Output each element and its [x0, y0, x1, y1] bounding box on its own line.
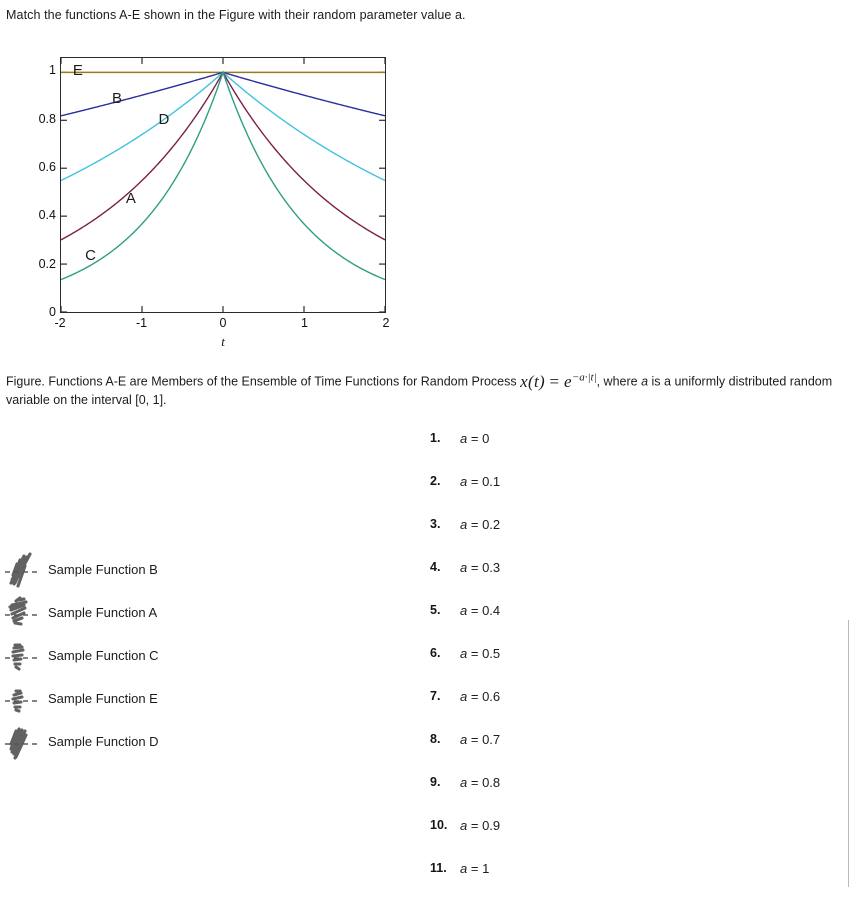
option-equation: = 0.8: [470, 775, 501, 790]
match-row[interactable]: [0, 677, 400, 720]
answer-blank-field[interactable]: [0, 550, 46, 590]
curve-label-a: A: [125, 189, 136, 207]
y-tick-label: 0.2: [38, 256, 56, 271]
match-item-label: Sample Function A: [48, 605, 158, 620]
option-equation: = 0: [470, 431, 490, 446]
y-tick-label: 0.8: [38, 111, 56, 126]
match-item-label: Sample Function D: [48, 734, 159, 749]
formula-exponent: −a·|t|: [571, 371, 597, 383]
answer-option[interactable]: [430, 689, 680, 732]
option-equation: = 0.3: [470, 560, 501, 575]
option-number: 1.: [430, 431, 441, 445]
option-variable-a: a: [460, 517, 468, 532]
x-tick-label: -2: [54, 316, 66, 330]
option-equation: = 0.9: [470, 818, 501, 833]
option-number: 7.: [430, 689, 441, 703]
x-tick-label: 1: [301, 316, 308, 330]
match-items-list: [0, 548, 400, 763]
option-variable-a: a: [460, 646, 468, 661]
x-axis-title: t: [221, 334, 225, 349]
curve-label-c: C: [85, 247, 96, 265]
match-row[interactable]: [0, 720, 400, 763]
option-value: [460, 603, 500, 618]
y-tick-label: 0.6: [38, 160, 56, 175]
answer-option[interactable]: [430, 732, 680, 775]
caption-variable-a: a: [641, 374, 649, 389]
answer-option[interactable]: [430, 560, 680, 603]
option-value: [460, 732, 500, 747]
answer-option[interactable]: [430, 603, 680, 646]
formula-equals: =: [549, 371, 560, 391]
option-equation: = 1: [470, 861, 490, 876]
option-number: 3.: [430, 517, 441, 531]
answer-blank-field[interactable]: [0, 593, 46, 633]
option-value: [460, 775, 500, 790]
option-number: 2.: [430, 474, 441, 488]
option-equation: = 0.4: [470, 603, 501, 618]
curve-a: [61, 72, 385, 239]
option-variable-a: a: [460, 861, 468, 876]
y-tick-label: 0.4: [38, 208, 56, 223]
curve-d: [61, 72, 385, 180]
answer-options-list: [430, 431, 680, 904]
answer-blank-field[interactable]: [0, 636, 46, 676]
option-value: [460, 517, 500, 532]
question-prompt-text: Match the functions A-E shown in the Figure with their random parameter value a.: [6, 8, 466, 22]
plot-area: [60, 57, 386, 313]
page-edge-rule: [848, 620, 849, 887]
answer-blank-field[interactable]: [0, 722, 46, 762]
x-tick-label: 0: [219, 316, 227, 330]
match-item-label: Sample Function E: [48, 691, 158, 706]
figure-container: [0, 48, 420, 358]
caption-tail-c: is a uniformly distributed random variable on the interval [0, 1].: [6, 374, 833, 407]
answer-option[interactable]: [430, 431, 680, 474]
option-value: [460, 474, 500, 489]
option-variable-a: a: [460, 818, 468, 833]
scribble-blank-icon[interactable]: [0, 550, 46, 590]
answer-option[interactable]: [430, 775, 680, 818]
scribble-blank-icon[interactable]: [0, 593, 46, 633]
option-variable-a: a: [460, 603, 468, 618]
answer-option[interactable]: [430, 517, 680, 560]
curve-b: [61, 72, 385, 115]
option-number: 11.: [430, 861, 447, 875]
option-variable-a: a: [460, 689, 468, 704]
match-item-label: Sample Function C: [48, 648, 159, 663]
option-value: [460, 818, 500, 833]
x-tick-label: -1: [135, 316, 148, 330]
formula-random-process: [520, 372, 596, 391]
option-value: [460, 560, 500, 575]
caption-tail-a: , where: [596, 374, 638, 389]
option-equation: = 0.5: [470, 646, 501, 661]
option-equation: = 0.1: [470, 474, 501, 489]
option-variable-a: a: [460, 474, 468, 489]
option-value: [460, 431, 489, 446]
option-value: [460, 861, 489, 876]
formula-argument: (t): [527, 371, 545, 391]
option-value: [460, 646, 500, 661]
option-number: 10.: [430, 818, 448, 832]
option-number: 6.: [430, 646, 441, 660]
scribble-blank-icon[interactable]: [0, 636, 46, 676]
y-tick-label: 0: [49, 305, 56, 319]
option-number: 4.: [430, 560, 441, 574]
curve-label-b: B: [112, 90, 123, 108]
match-row[interactable]: [0, 548, 400, 591]
scribble-blank-icon[interactable]: [0, 722, 46, 762]
y-axis-tick-labels: [0, 57, 56, 319]
option-variable-a: a: [460, 775, 468, 790]
question-prompt: [6, 7, 466, 24]
ensemble-line-chart: [61, 58, 385, 312]
option-variable-a: a: [460, 560, 468, 575]
curve-label-d: D: [158, 110, 170, 128]
match-item-label: Sample Function B: [48, 562, 158, 577]
option-equation: = 0.7: [470, 732, 501, 747]
answer-option[interactable]: [430, 474, 680, 517]
formula-x: x: [520, 371, 528, 391]
x-tick-label: 2: [382, 316, 390, 330]
answer-option[interactable]: [430, 818, 680, 861]
option-number: 9.: [430, 775, 441, 789]
y-tick-label: 1: [49, 63, 56, 78]
answer-option[interactable]: [430, 646, 680, 689]
option-number: 5.: [430, 603, 441, 617]
formula-base-e: e: [563, 371, 572, 391]
option-variable-a: a: [460, 431, 468, 446]
answer-option[interactable]: [430, 861, 680, 904]
match-row[interactable]: [0, 634, 400, 677]
option-value: [460, 689, 500, 704]
option-variable-a: a: [460, 732, 468, 747]
figure-caption: [6, 368, 858, 409]
x-axis-tick-labels: [54, 316, 390, 334]
option-number: 8.: [430, 732, 441, 746]
match-row[interactable]: [0, 591, 400, 634]
option-equation: = 0.2: [470, 517, 501, 532]
option-equation: = 0.6: [470, 689, 501, 704]
answer-blank-field[interactable]: [0, 679, 46, 719]
scribble-blank-icon[interactable]: [0, 679, 46, 719]
curve-label-e: E: [72, 62, 83, 80]
caption-lead-text: Figure. Functions A-E are Members of the Ensemble of Time Functions for Random Process: [6, 374, 517, 389]
